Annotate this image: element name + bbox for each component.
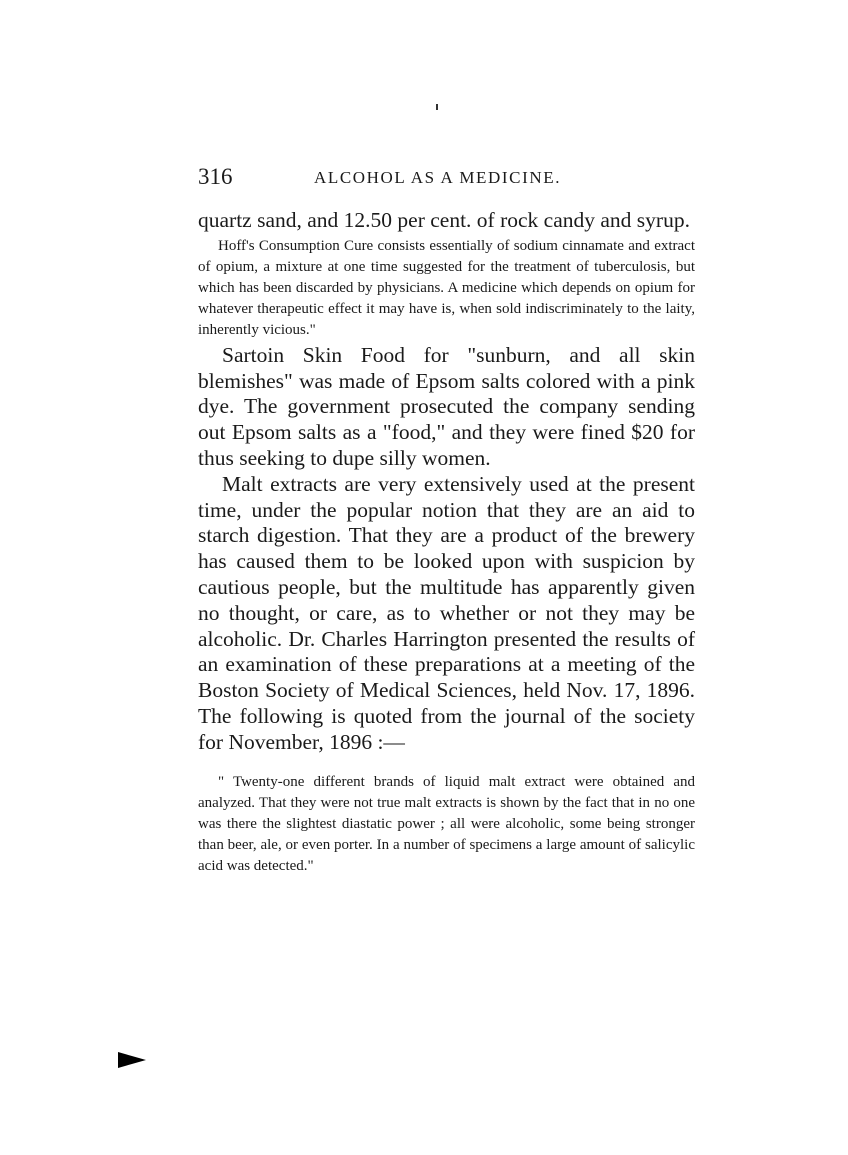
- page-header: [198, 164, 698, 194]
- print-speck: [436, 104, 438, 110]
- body-text: [198, 208, 695, 877]
- running-title: ALCOHOL AS A MEDICINE.: [314, 168, 562, 187]
- paragraph-sartoin: Sartoin Skin Food for "sunburn, and all skin blemishes" was made of Epsom salts colored with a pink dye. The government prosecuted the company sending out Epsom salts as a "food," and they were fined $20 for thus seeking to dupe silly women.: [198, 342, 695, 470]
- page-arrow-icon: [118, 1052, 146, 1068]
- paragraph-continued: quartz sand, and 12.50 per cent. of rock candy and syrup.: [198, 208, 690, 232]
- quote-hoff: Hoff's Consumption Cure consists essentially of sodium cinnamate and extract of opium, a mixture at one time suggested for the treatment of tuberculosis, but which has been discarded by physicians. A medicine which depends on opium for whatever therapeutic effect it may have is, when sold indiscriminately to the laity, inherently vicious.": [198, 237, 695, 338]
- quote-malt: " Twenty-one different brands of liquid malt extract were obtained and analyzed. That they were not true malt extracts is shown by the fact that in no one was there the slightest diastatic power ; all were alcoholic, some being stronger than beer, ale, or even porter. In a number of specimens a large amount of salicylic acid was detected.": [198, 773, 695, 874]
- page-number: 316: [198, 164, 233, 189]
- paragraph-malt: Malt extracts are very extensively used at the present time, under the popular notion that they are an aid to starch digestion. That they are a product of the brewery has caused them to be looked upon with suspicion by cautious people, but the multitude has apparently given no thought, or care, as to whether or not they may be alcoholic. Dr. Charles Harrington presented the results of an examination of these preparations at a meeting of the Boston Society of Medical Sciences, held Nov. 17, 1896. The following is quoted from the journal of the society for November, 1896 :—: [198, 471, 695, 754]
